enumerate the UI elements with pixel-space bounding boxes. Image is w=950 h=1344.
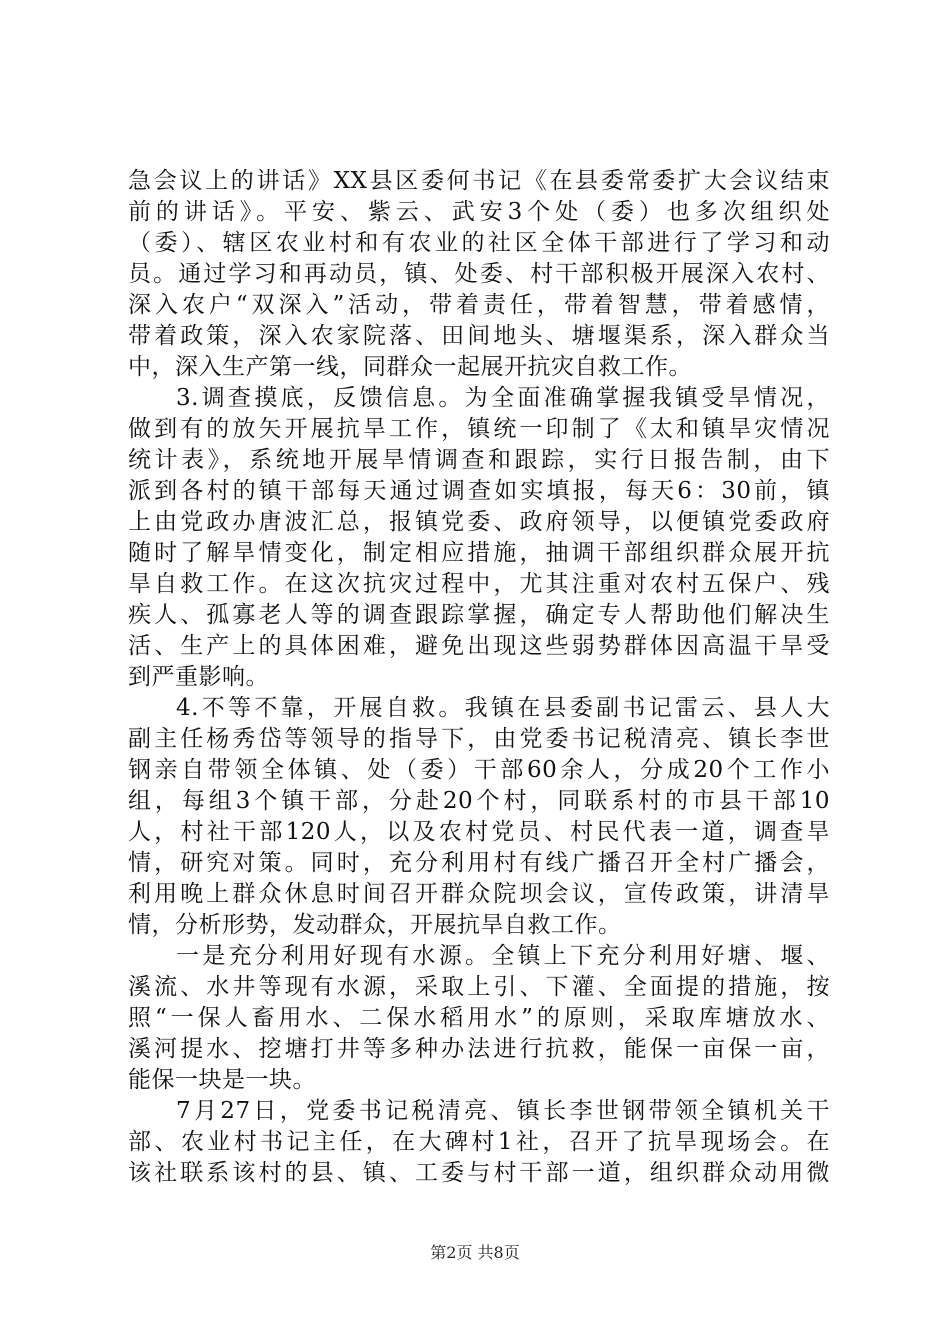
page-number-footer: 第2页 共8页: [430, 1243, 520, 1262]
text-line: 中，深入生产第一线，同群众一起展开抗灾自救工作。: [128, 354, 692, 380]
text-line: 溪河提水、挖塘打井等多种办法进行抗救，能保一亩保一亩，: [128, 1036, 830, 1062]
paragraph-start-line: 一是充分利用好现有水源。全镇上下充分利用好塘、堰、: [176, 943, 830, 969]
paragraph-start-line: 4.不等不靠，开展自救。我镇在县委副书记雷云、县人大: [176, 695, 830, 721]
text-line: 人，村社干部120人，以及农村党员、村民代表一道，调查旱: [128, 819, 830, 845]
text-line: 做到有的放矢开展抗旱工作，镇统一印制了《太和镇旱灾情况: [128, 416, 830, 442]
text-line: 该社联系该村的县、镇、工委与村干部一道，组织群众动用微: [128, 1160, 830, 1186]
paragraph-start-line: 3.调查摸底，反馈信息。为全面准确掌握我镇受旱情况，: [176, 385, 830, 411]
text-line: 副主任杨秀岱等领导的指导下，由党委书记税清亮、镇长李世: [128, 726, 830, 752]
text-line: 溪流、水井等现有水源，采取上引、下灌、全面提的措施，按: [128, 974, 830, 1000]
text-line: 情，分析形势，发动群众，开展抗旱自救工作。: [128, 912, 622, 938]
text-line: 派到各村的镇干部每天通过调查如实填报，每天6：30前，镇: [128, 478, 830, 504]
text-line: 到严重影响。: [128, 664, 269, 690]
text-line: 组，每组3个镇干部，分赴20个村，同联系村的市县干部10: [128, 788, 830, 814]
text-line: 急会议上的讲话》XX县区委何书记《在县委常委扩大会议结束: [128, 168, 830, 194]
text-line: 员。通过学习和再动员，镇、处委、村干部积极开展深入农村、: [128, 261, 830, 287]
text-line: 统计表》，系统地开展旱情调查和跟踪，实行日报告制，由下: [128, 447, 830, 473]
text-line: 带着政策，深入农家院落、田间地头、塘堰渠系，深入群众当: [128, 323, 830, 349]
text-line: 活、生产上的具体困难，避免出现这些弱势群体因高温干旱受: [128, 633, 830, 659]
text-line: 利用晚上群众休息时间召开群众院坝会议，宣传政策，讲清旱: [128, 881, 830, 907]
text-line: （委）、辖区农业村和有农业的社区全体干部进行了学习和动: [128, 230, 830, 256]
text-line: 旱自救工作。在这次抗灾过程中，尤其注重对农村五保户、残: [128, 571, 830, 597]
text-line: 疾人、孤寡老人等的调查跟踪掌握，确定专人帮助他们解决生: [128, 602, 830, 628]
text-line: 上由党政办唐波汇总，报镇党委、政府领导，以便镇党委政府: [128, 509, 830, 535]
paragraph-start-line: 7月27日，党委书记税清亮、镇长李世钢带领全镇机关干: [176, 1098, 830, 1124]
text-line: 情，研究对策。同时，充分利用村有线广播召开全村广播会，: [128, 850, 830, 876]
text-line: 钢亲自带领全体镇、处（委）干部60余人，分成20个工作小: [128, 757, 830, 783]
text-line: 部、农业村书记主任，在大碑村1社，召开了抗旱现场会。在: [128, 1129, 830, 1155]
body-text: [128, 166, 830, 1189]
text-line: 深入农户“双深入”活动，带着责任，带着智慧，带着感情，: [128, 292, 830, 318]
text-line: 照“一保人畜用水、二保水稻用水”的原则，采取库塘放水、: [128, 1005, 830, 1031]
text-line: 能保一块是一块。: [128, 1067, 316, 1093]
text-line: 前的讲话》。平安、紫云、武安3个处（委）也多次组织处: [128, 199, 830, 225]
text-line: 随时了解旱情变化，制定相应措施，抽调干部组织群众展开抗: [128, 540, 830, 566]
